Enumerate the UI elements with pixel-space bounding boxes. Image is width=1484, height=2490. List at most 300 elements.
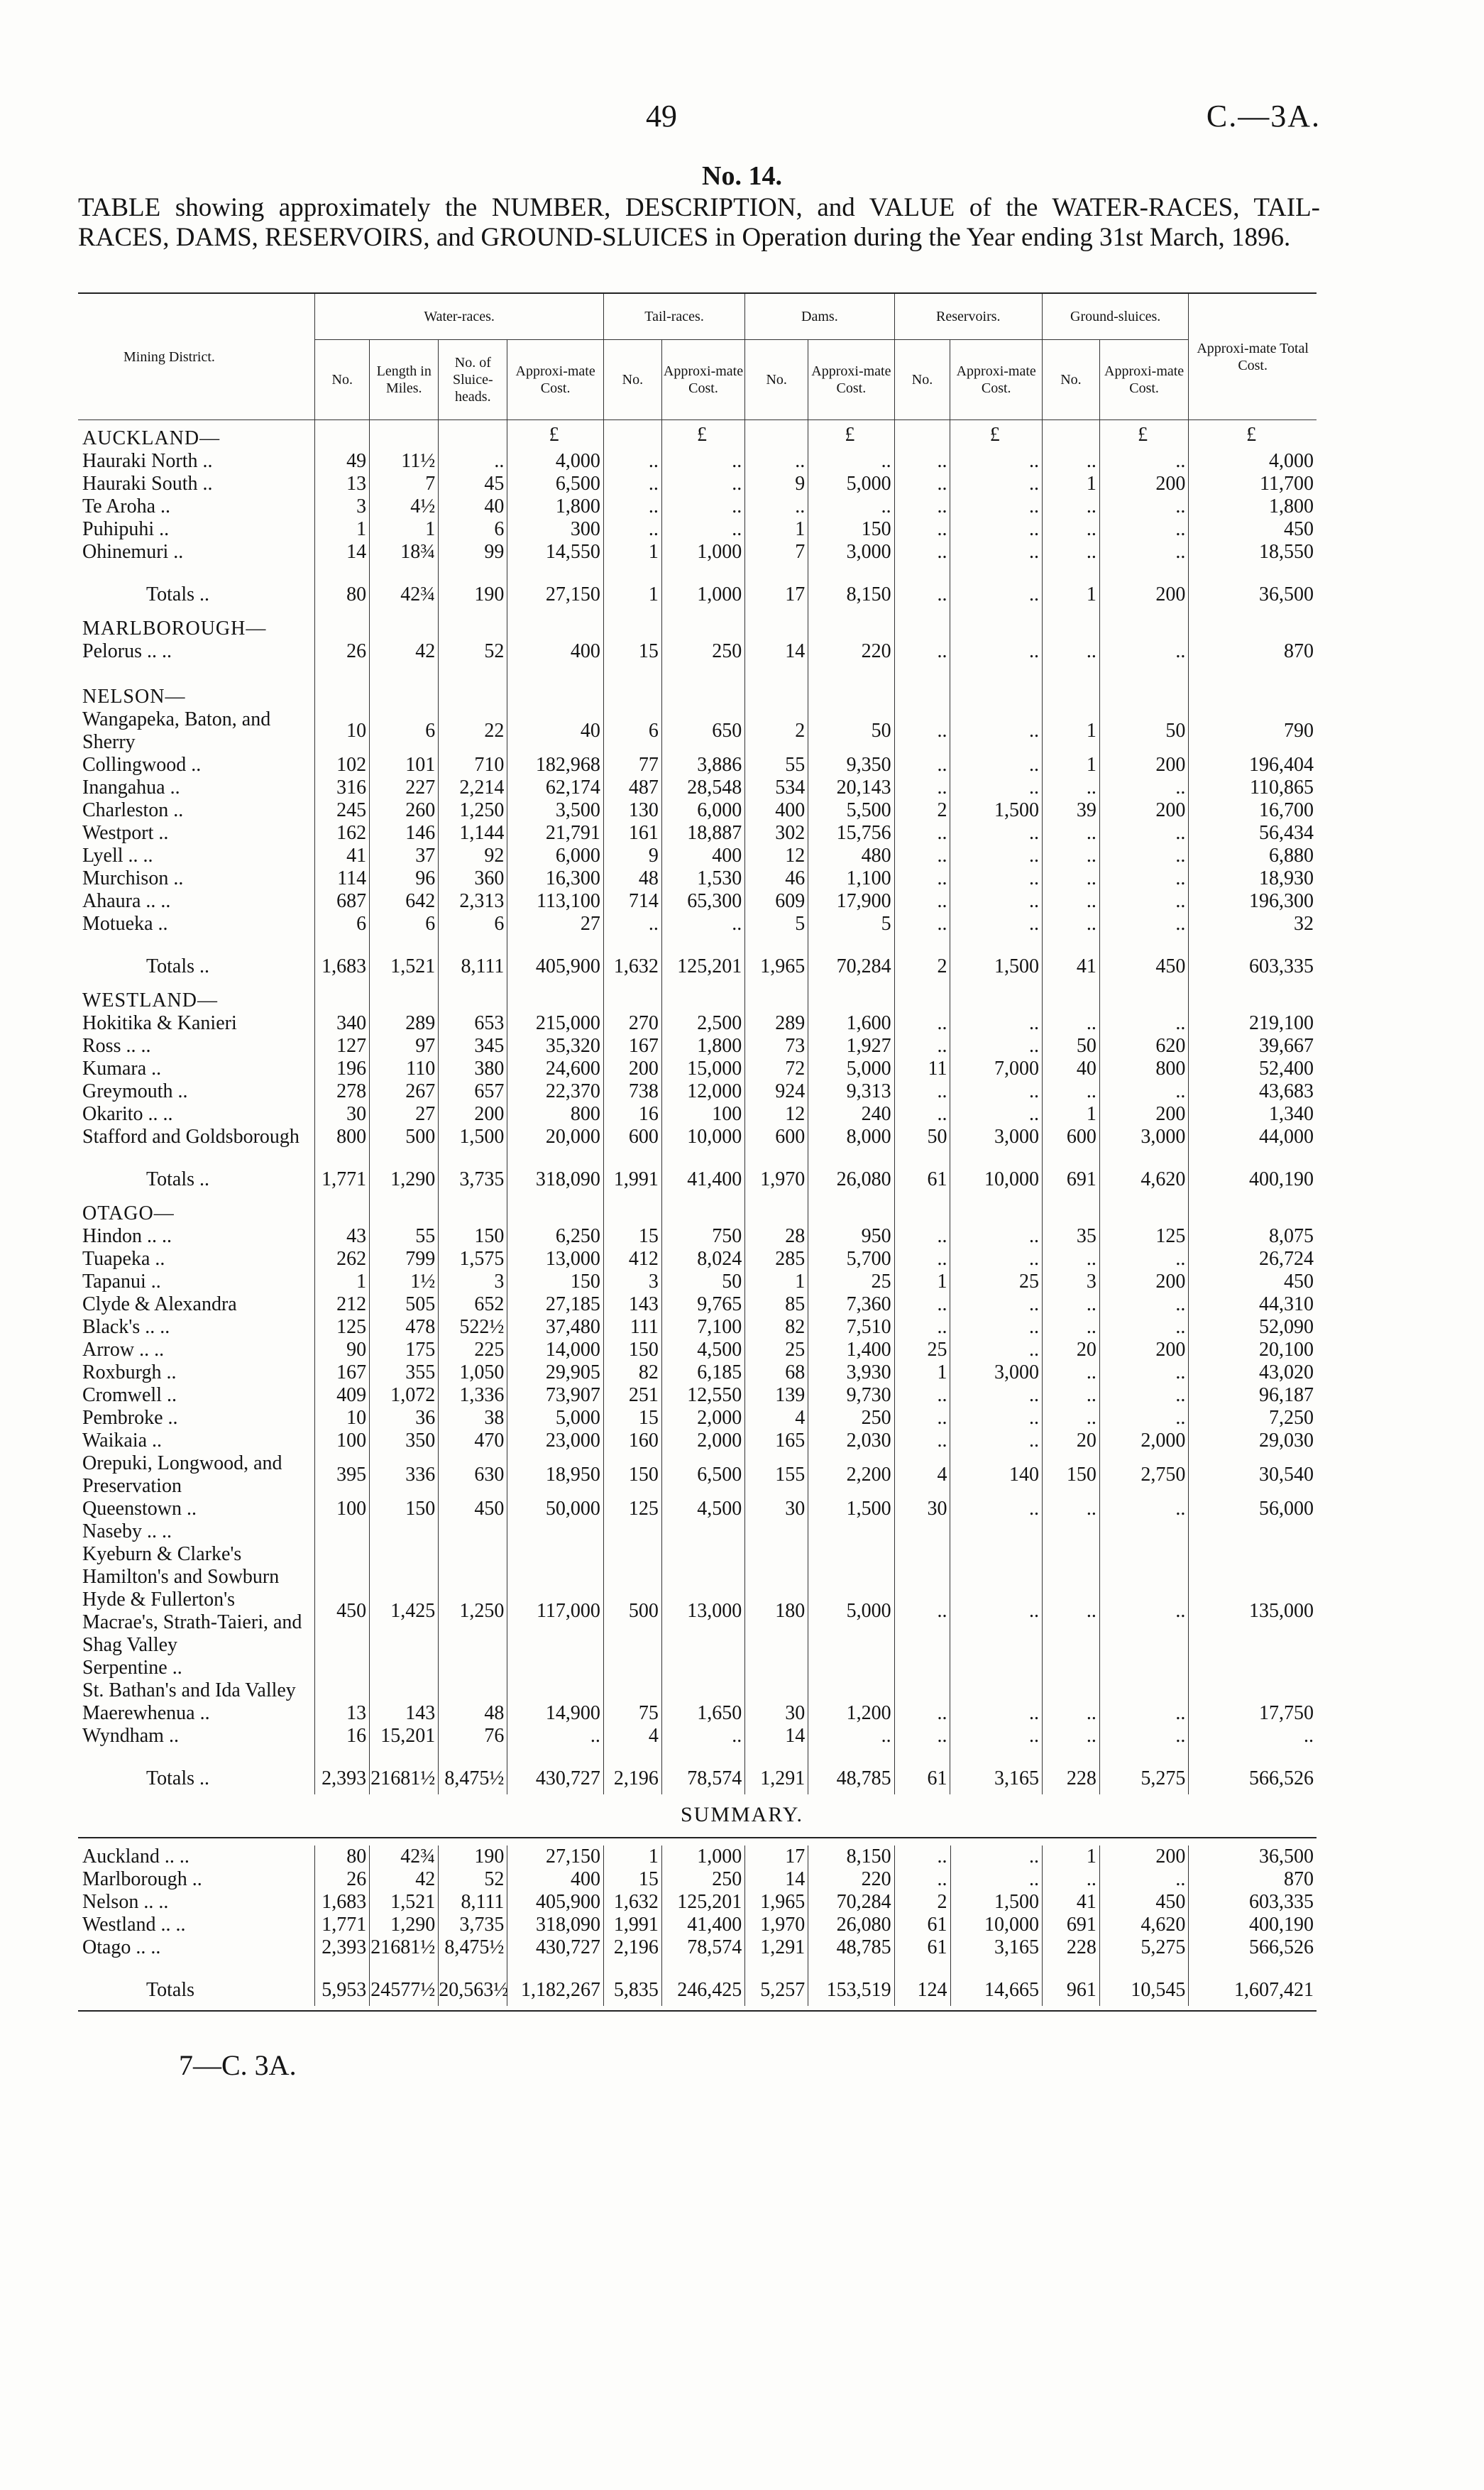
value-cell: 50 (1099, 708, 1188, 754)
empty-cell (745, 679, 808, 708)
empty-cell (950, 1148, 1042, 1164)
value-cell: .. (950, 1845, 1042, 1868)
value-cell: .. (1042, 1080, 1099, 1103)
value-cell: 2,196 (603, 1763, 661, 1794)
value-cell: 42 (370, 640, 439, 663)
value-cell: 400 (507, 1868, 604, 1891)
district-cell: Pembroke .. (82, 1407, 178, 1429)
value-cell: 1,991 (603, 1164, 661, 1195)
empty-cell (1042, 1148, 1099, 1164)
table-title: TABLE showing approximately the NUMBER, DESCRIPTION, and VALUE of the WATER-RACES, TAIL-RACES, DAMS, RESERVOIRS, and GROUND-SLUICES in Operation during the Year ending 31st March, 1896. (78, 193, 1320, 252)
value-cell: 1½ (370, 1271, 439, 1293)
value-cell: 26,080 (808, 1914, 894, 1936)
empty-cell (808, 679, 894, 708)
empty-cell (603, 663, 661, 679)
value-cell: 2,000 (661, 1430, 744, 1452)
value-cell: .. (1099, 495, 1188, 518)
value-cell: 270 (603, 1012, 661, 1035)
value-cell: .. (894, 1035, 950, 1058)
value-cell: 400 (507, 640, 604, 663)
empty-cell (507, 936, 604, 951)
empty-cell (661, 1148, 744, 1164)
value-cell: 262 (315, 1248, 370, 1271)
district-cell: Wangapeka, Baton, and Sherry (82, 708, 271, 753)
value-cell: 1,072 (370, 1384, 439, 1407)
grouped-district-names (78, 1520, 315, 1702)
value-cell: .. (950, 1339, 1042, 1361)
totals-row (78, 579, 1317, 610)
value-cell: 41,400 (661, 1164, 744, 1195)
value-cell: .. (894, 845, 950, 867)
value-cell: .. (439, 450, 507, 473)
empty-cell (315, 610, 370, 640)
value-cell: 8,150 (808, 579, 894, 610)
table-row (78, 450, 1317, 473)
empty-cell (507, 610, 604, 640)
empty-cell (1042, 936, 1099, 951)
empty-cell (78, 936, 315, 951)
value-cell: 139 (745, 1384, 808, 1407)
value-cell: .. (950, 495, 1042, 518)
value-cell: 3,930 (808, 1361, 894, 1384)
value-cell: .. (950, 845, 1042, 867)
value-cell: 2,200 (808, 1452, 894, 1498)
value-cell: 3,886 (661, 754, 744, 777)
grouped-districts-row (78, 1520, 1317, 1702)
value-cell: 345 (439, 1035, 507, 1058)
empty-cell (808, 1959, 894, 1975)
value-cell: 316 (315, 777, 370, 799)
value-cell: 102 (315, 754, 370, 777)
value-cell: .. (950, 1868, 1042, 1891)
value-cell: .. (745, 495, 808, 518)
value-cell: 26 (315, 640, 370, 663)
empty-cell (661, 1959, 744, 1975)
value-cell: 2,393 (315, 1763, 370, 1794)
empty-cell (894, 1959, 950, 1975)
district-cell: Westport .. (82, 822, 169, 844)
value-cell: 2,500 (661, 1012, 744, 1035)
value-cell: 150 (603, 1339, 661, 1361)
value-cell: 5,500 (808, 799, 894, 822)
value-cell: 37 (370, 845, 439, 867)
value-cell: 42¾ (370, 579, 439, 610)
value-cell: 80 (315, 579, 370, 610)
value-cell: .. (950, 1520, 1042, 1702)
grouped-district-name: Naseby .. .. (82, 1520, 172, 1542)
value-cell: 150 (370, 1498, 439, 1520)
value-cell: .. (1189, 1725, 1317, 1748)
value-cell: 28,548 (661, 777, 744, 799)
empty-cell (1099, 679, 1188, 708)
value-cell: .. (894, 473, 950, 495)
district-cell: Maerewhenua .. (82, 1702, 210, 1724)
value-cell: 24577½ (370, 1975, 439, 2006)
value-cell: .. (894, 450, 950, 473)
value-cell: 2 (894, 799, 950, 822)
value-cell: .. (950, 1702, 1042, 1725)
value-cell: 228 (1042, 1763, 1099, 1794)
district-cell: Totals (146, 1979, 195, 2001)
unit-cell: £ (507, 420, 604, 451)
table-row (78, 1702, 1317, 1725)
value-cell: 39 (1042, 799, 1099, 822)
value-cell: 150 (603, 1452, 661, 1498)
value-cell: .. (745, 450, 808, 473)
empty-cell (603, 936, 661, 951)
value-cell: .. (950, 708, 1042, 754)
district-cell: Totals .. (146, 1168, 210, 1190)
value-cell: 200 (603, 1058, 661, 1080)
empty-cell (661, 679, 744, 708)
value-cell: 1,970 (745, 1914, 808, 1936)
table-row (78, 473, 1317, 495)
empty-cell (745, 610, 808, 640)
value-cell: 15,000 (661, 1058, 744, 1080)
value-cell: .. (950, 1498, 1042, 1520)
empty-cell (661, 663, 744, 679)
value-cell: 800 (507, 1103, 604, 1126)
empty-cell (1189, 1195, 1317, 1225)
totals-row (78, 1164, 1317, 1195)
summary-title: SUMMARY. (680, 1803, 804, 1826)
table-row (78, 890, 1317, 913)
table-row (78, 1430, 1317, 1452)
value-cell: 20,000 (507, 1126, 604, 1148)
value-cell: 1,771 (315, 1914, 370, 1936)
value-cell: 100 (315, 1498, 370, 1520)
empty-cell (370, 1959, 439, 1975)
value-cell: 14 (745, 640, 808, 663)
unit-cell (370, 420, 439, 451)
end-rule (78, 2010, 1317, 2012)
empty-cell (78, 1959, 315, 1975)
value-cell: 20 (1042, 1339, 1099, 1361)
value-cell: 1,607,421 (1189, 1975, 1317, 2006)
value-cell: 200 (1099, 754, 1188, 777)
value-cell: 61 (894, 1164, 950, 1195)
value-cell: 1,144 (439, 822, 507, 845)
value-cell: 15 (603, 640, 661, 663)
value-cell: 1,683 (315, 951, 370, 982)
value-cell: 70,284 (808, 1891, 894, 1914)
value-cell: 799 (370, 1248, 439, 1271)
empty-cell (603, 982, 661, 1012)
table-row (78, 640, 1317, 663)
totals-row (78, 951, 1317, 982)
empty-cell (315, 982, 370, 1012)
value-cell: 113,100 (507, 890, 604, 913)
district-cell: Auckland .. .. (82, 1845, 189, 1868)
value-cell: 289 (745, 1012, 808, 1035)
value-cell: 2 (894, 1891, 950, 1914)
value-cell: 4 (745, 1407, 808, 1430)
value-cell: 44,000 (1189, 1126, 1317, 1148)
header-ground-sluices: Ground-sluices. (1042, 293, 1188, 340)
value-cell: 30 (745, 1498, 808, 1520)
value-cell: .. (1099, 1520, 1188, 1702)
value-cell: .. (1042, 845, 1099, 867)
value-cell: .. (894, 890, 950, 913)
value-cell: 260 (370, 799, 439, 822)
value-cell: 800 (315, 1126, 370, 1148)
value-cell: 52 (439, 640, 507, 663)
value-cell: 1,632 (603, 1891, 661, 1914)
table-row (78, 1725, 1317, 1748)
district-cell: Charleston .. (82, 799, 184, 821)
unit-cell (439, 420, 507, 451)
value-cell: 72 (745, 1058, 808, 1080)
value-cell: 13 (315, 473, 370, 495)
empty-cell (1189, 564, 1317, 579)
table-row (78, 867, 1317, 890)
value-cell: 2,313 (439, 890, 507, 913)
district-cell: Ahaura .. .. (82, 890, 171, 912)
district-cell: Westland .. .. (82, 1914, 186, 1936)
value-cell: 246,425 (661, 1975, 744, 2006)
value-cell: 1,291 (745, 1936, 808, 1959)
empty-cell (1189, 679, 1317, 708)
empty-cell (1189, 663, 1317, 679)
value-cell: 600 (603, 1126, 661, 1148)
value-cell: 1 (603, 541, 661, 564)
value-cell: 620 (1099, 1035, 1188, 1058)
value-cell: 950 (808, 1225, 894, 1248)
value-cell: 9,313 (808, 1080, 894, 1103)
value-cell: 15,201 (370, 1725, 439, 1748)
value-cell: 17 (745, 579, 808, 610)
district-cell: Motueka .. (82, 913, 168, 935)
value-cell: 487 (603, 777, 661, 799)
value-cell: .. (950, 1293, 1042, 1316)
district-cell: Greymouth .. (82, 1080, 188, 1102)
empty-cell (745, 936, 808, 951)
value-cell: 1,965 (745, 1891, 808, 1914)
value-cell: 12,000 (661, 1080, 744, 1103)
empty-cell (603, 1748, 661, 1763)
district-cell: Waikaia .. (82, 1430, 163, 1452)
section-heading-row (78, 679, 1317, 708)
value-cell: 14,900 (507, 1702, 604, 1725)
value-cell: .. (1099, 867, 1188, 890)
empty-cell (808, 1195, 894, 1225)
empty-cell (808, 1148, 894, 1164)
value-cell: 642 (370, 890, 439, 913)
summary-row (78, 1891, 1317, 1914)
value-cell: 26 (315, 1868, 370, 1891)
value-cell: 1,425 (370, 1520, 439, 1702)
value-cell: .. (603, 450, 661, 473)
value-cell: .. (1099, 1248, 1188, 1271)
value-cell: 150 (439, 1225, 507, 1248)
value-cell: .. (894, 640, 950, 663)
value-cell: 1,970 (745, 1164, 808, 1195)
value-cell: 20,100 (1189, 1339, 1317, 1361)
district-cell: Arrow .. .. (82, 1339, 165, 1361)
value-cell: 4½ (370, 495, 439, 518)
empty-cell (1042, 1748, 1099, 1763)
value-cell: 1,500 (808, 1498, 894, 1520)
value-cell: 691 (1043, 1914, 1100, 1936)
value-cell: 14,665 (950, 1975, 1042, 2006)
value-cell: .. (1099, 822, 1188, 845)
unit-cell: £ (1189, 420, 1317, 451)
value-cell: 1,521 (370, 1891, 439, 1914)
empty-cell (507, 982, 604, 1012)
value-cell: 215,000 (507, 1012, 604, 1035)
value-cell: 10,000 (661, 1126, 744, 1148)
header-total-cost: Approxi-mate Total Cost. (1189, 293, 1317, 420)
value-cell: 1,000 (661, 579, 744, 610)
value-cell: .. (894, 1248, 950, 1271)
value-cell: .. (894, 822, 950, 845)
header-water-races: Water-races. (315, 293, 604, 340)
value-cell: 1,050 (439, 1361, 507, 1384)
spacer-row (78, 564, 1317, 579)
value-cell: 405,900 (507, 951, 604, 982)
value-cell: 111 (603, 1316, 661, 1339)
section-name: NELSON— (82, 686, 186, 708)
value-cell: 48,785 (808, 1936, 894, 1959)
empty-cell (808, 564, 894, 579)
district-cell: Collingwood .. (82, 754, 202, 776)
value-cell: 450 (315, 1520, 370, 1702)
value-cell: 28 (745, 1225, 808, 1248)
value-cell: 100 (315, 1430, 370, 1452)
value-cell: 1 (370, 518, 439, 541)
value-cell: 41 (1042, 951, 1099, 982)
value-cell: 1,575 (439, 1248, 507, 1271)
section-heading-row (78, 610, 1317, 640)
value-cell: 7,360 (808, 1293, 894, 1316)
table-row (78, 1035, 1317, 1058)
value-cell: 56,434 (1189, 822, 1317, 845)
empty-cell (315, 663, 370, 679)
value-cell: .. (1099, 1725, 1188, 1748)
value-cell: 200 (1099, 1271, 1188, 1293)
value-cell: 600 (745, 1126, 808, 1148)
empty-cell (370, 936, 439, 951)
value-cell: .. (894, 1012, 950, 1035)
value-cell: 5 (745, 913, 808, 936)
value-cell: 40 (439, 495, 507, 518)
value-cell: 710 (439, 754, 507, 777)
header-approx-cost: Approxi-mate Cost. (661, 340, 744, 420)
unit-cell (603, 420, 661, 451)
value-cell: .. (1042, 1498, 1099, 1520)
header-no: No. (315, 340, 370, 420)
value-cell: 1 (603, 1845, 661, 1868)
table-row (78, 777, 1317, 799)
value-cell: 14 (745, 1725, 808, 1748)
value-cell: .. (1042, 1384, 1099, 1407)
value-cell: 161 (603, 822, 661, 845)
value-cell: 125 (315, 1316, 370, 1339)
value-cell: 267 (370, 1080, 439, 1103)
value-cell: .. (1042, 1248, 1099, 1271)
unit-cell (315, 420, 370, 451)
value-cell: 395 (315, 1452, 370, 1498)
value-cell: 36,500 (1189, 1845, 1317, 1868)
empty-cell (950, 663, 1042, 679)
value-cell: 1 (1042, 473, 1099, 495)
district-cell: Totals .. (146, 1767, 210, 1789)
value-cell: 1,250 (439, 799, 507, 822)
value-cell: 73 (745, 1035, 808, 1058)
table-row (78, 541, 1317, 564)
value-cell: .. (950, 1012, 1042, 1035)
value-cell: .. (1099, 1361, 1188, 1384)
value-cell: 45 (439, 473, 507, 495)
empty-cell (1042, 679, 1099, 708)
value-cell: 75 (603, 1702, 661, 1725)
empty-cell (315, 1748, 370, 1763)
value-cell: .. (808, 450, 894, 473)
value-cell: 500 (603, 1520, 661, 1702)
grouped-district-name: Hyde & Fullerton's (82, 1589, 236, 1611)
value-cell: .. (894, 1384, 950, 1407)
page-number: 49 (646, 99, 677, 133)
empty-cell (745, 564, 808, 579)
value-cell: 82 (745, 1316, 808, 1339)
value-cell: 1,340 (1189, 1103, 1317, 1126)
value-cell: .. (894, 1080, 950, 1103)
value-cell: 135,000 (1189, 1520, 1317, 1702)
empty-cell (950, 564, 1042, 579)
value-cell: 7,000 (950, 1058, 1042, 1080)
unit-cell (1042, 420, 1099, 451)
value-cell: 1,100 (808, 867, 894, 890)
district-cell: Roxburgh .. (82, 1361, 177, 1383)
value-cell: 228 (1043, 1936, 1100, 1959)
district-cell: Ross .. .. (82, 1035, 151, 1057)
value-cell: .. (1042, 777, 1099, 799)
value-cell: 3,165 (950, 1763, 1042, 1794)
value-cell: 1,500 (950, 951, 1042, 982)
value-cell: 603,335 (1189, 951, 1317, 982)
unit-cell: £ (950, 420, 1042, 451)
empty-cell (439, 610, 507, 640)
summary-row (78, 1868, 1317, 1891)
value-cell: 1,800 (661, 1035, 744, 1058)
empty-cell (950, 679, 1042, 708)
empty-cell (1042, 610, 1099, 640)
value-cell: .. (894, 1845, 950, 1868)
district-cell: Cromwell .. (82, 1384, 177, 1406)
table-row (78, 1316, 1317, 1339)
unit-cell: £ (808, 420, 894, 451)
value-cell: .. (1042, 913, 1099, 936)
table-row (78, 708, 1317, 754)
value-cell: .. (661, 495, 744, 518)
spacer-row (78, 936, 1317, 951)
header-approx-cost: Approxi-mate Cost. (950, 340, 1042, 420)
value-cell: 302 (745, 822, 808, 845)
value-cell: .. (950, 867, 1042, 890)
district-cell: Inangahua .. (82, 777, 180, 799)
empty-cell (1099, 936, 1188, 951)
value-cell: 1 (1042, 708, 1099, 754)
value-cell: .. (1042, 1293, 1099, 1316)
value-cell: 505 (370, 1293, 439, 1316)
page-reference: C.—3A. (1206, 99, 1321, 133)
value-cell: 360 (439, 867, 507, 890)
district-cell: Hindon .. .. (82, 1225, 172, 1247)
value-cell: 52,090 (1189, 1316, 1317, 1339)
value-cell: .. (950, 1316, 1042, 1339)
value-cell: 9,765 (661, 1293, 744, 1316)
value-cell: 146 (370, 822, 439, 845)
